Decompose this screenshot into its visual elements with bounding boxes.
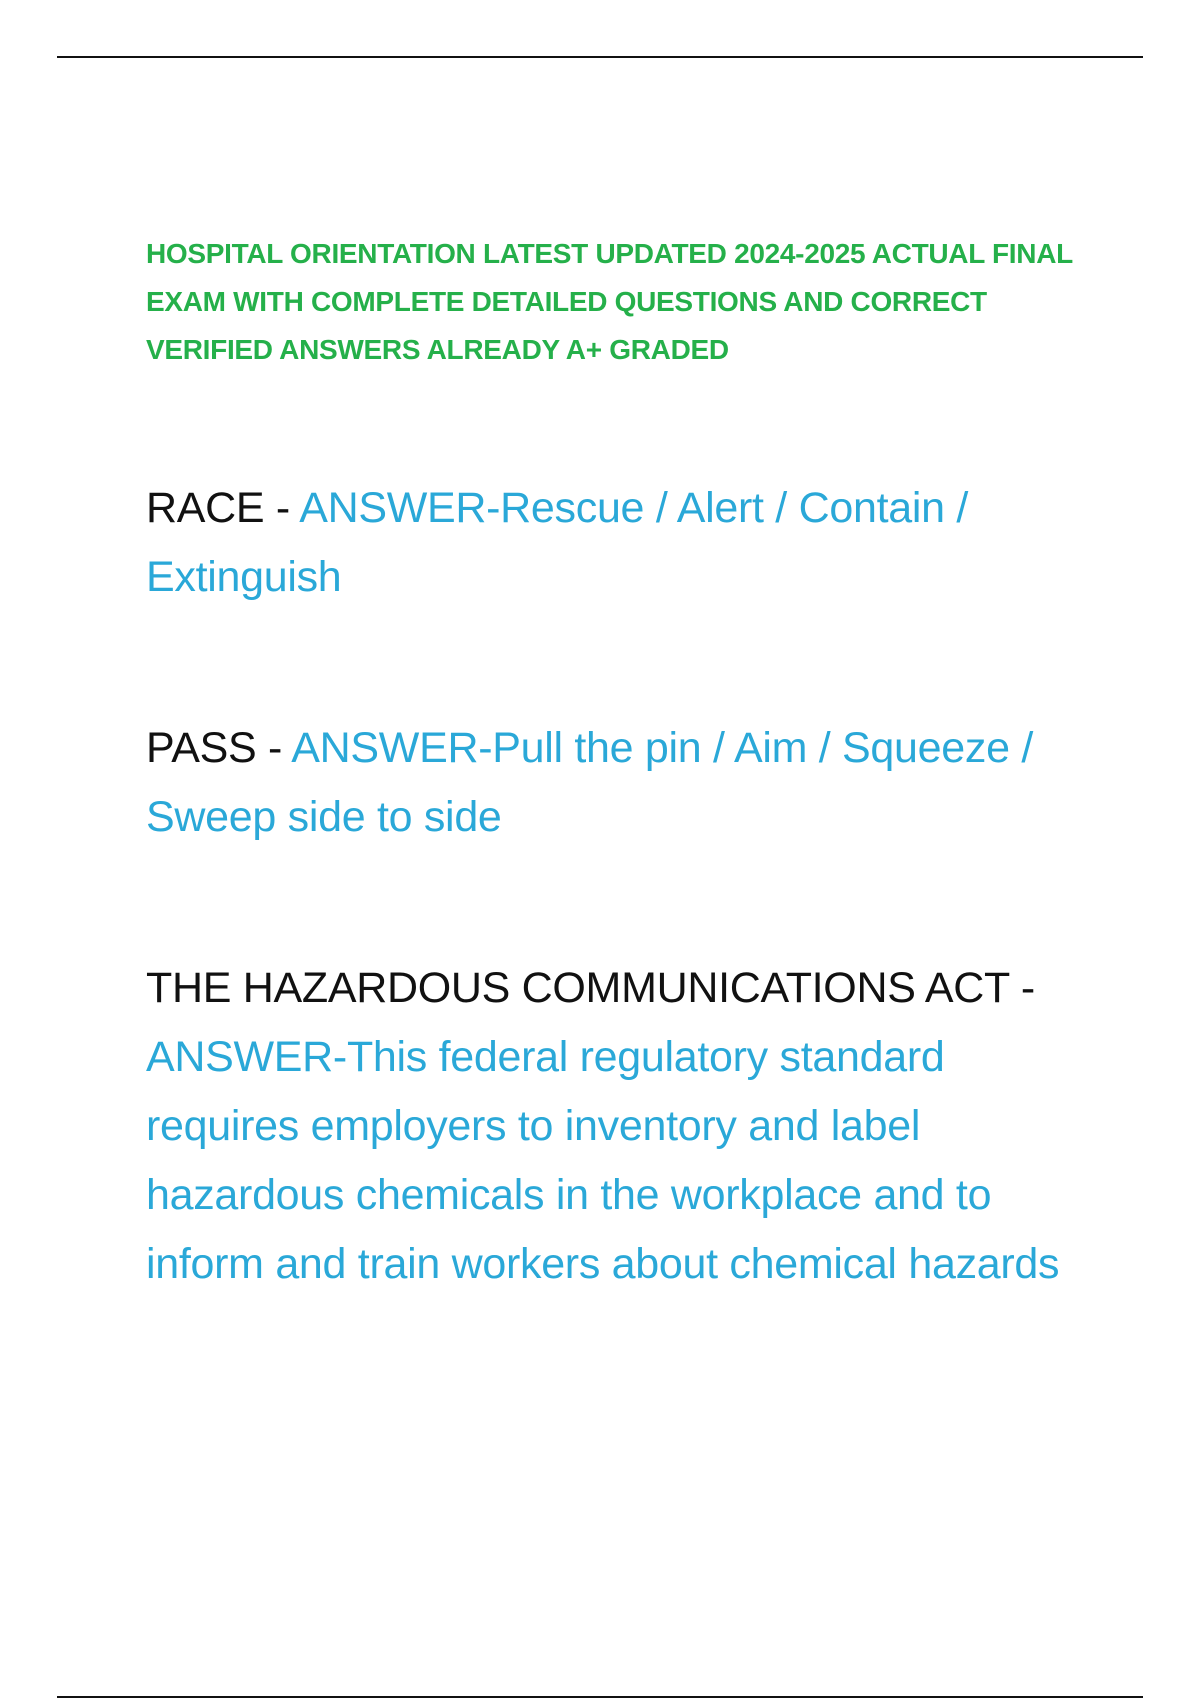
document-title: HOSPITAL ORIENTATION LATEST UPDATED 2024-2025 ACTUAL FINAL EXAM WITH COMPLETE DETAILED QUESTIONS AND CORRECT VERIFIED ANSWERS ALREADY A+ GRADED <box>146 238 1073 365</box>
answer-text: ANSWER-Pull the pin / Aim / Squeeze / Sweep side to side <box>146 724 1033 841</box>
question-term: THE HAZARDOUS COMMUNICATIONS ACT - <box>146 964 1035 1012</box>
footer-rule <box>57 1696 1143 1698</box>
question-term: RACE - <box>146 484 300 532</box>
answer-text: ANSWER-This federal regulatory standard requires employers to inventory and label hazardous chemicals in the workplace and to inform and train workers about chemical hazards <box>146 1033 1060 1288</box>
qa-item-pass <box>146 714 1096 852</box>
qa-item-hazcom <box>146 954 1096 1299</box>
answer-text: ANSWER-Rescue / Alert / Contain / Extinguish <box>146 484 968 601</box>
qa-item-race <box>146 474 1096 612</box>
header-rule <box>57 56 1143 58</box>
question-term: PASS - <box>146 724 292 772</box>
